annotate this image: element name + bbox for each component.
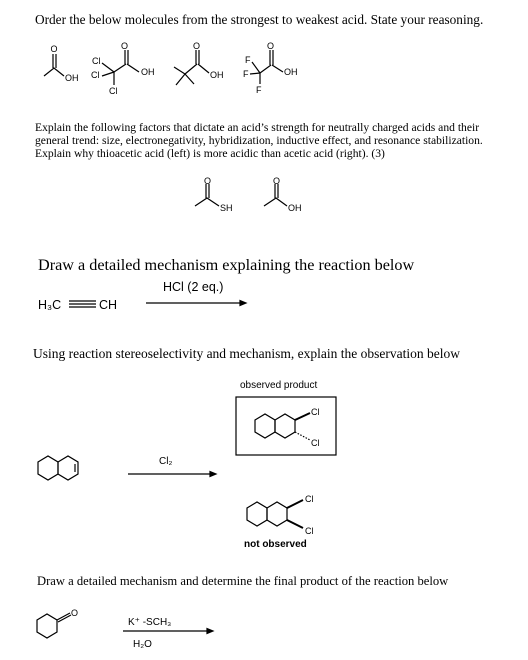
svg-text:OH: OH (210, 70, 224, 80)
chlorination-scheme (0, 370, 528, 570)
svg-text:O: O (273, 176, 281, 186)
svg-text:SH: SH (220, 203, 233, 213)
observed-product-structure (255, 407, 320, 448)
svg-text:F: F (256, 85, 262, 95)
acetic-acid-structure-2 (264, 176, 302, 213)
svg-text:F: F (243, 69, 249, 79)
alkyne-reaction-scheme (0, 275, 300, 325)
acetic-acid-structure (44, 44, 79, 83)
question-5-text: Draw a detailed mechanism and determine the final product of the reaction below (37, 574, 449, 588)
label-oh: OH (65, 73, 79, 83)
svg-text:Cl: Cl (311, 438, 320, 448)
cyclohexanone-structure (37, 608, 78, 638)
svg-text:OH: OH (288, 203, 302, 213)
ketone-reaction-scheme (0, 600, 300, 660)
label-h3c: H₃C (38, 298, 62, 312)
svg-text:OH: OH (284, 67, 298, 77)
svg-text:Cl: Cl (305, 526, 314, 536)
reagent-thiolate: K⁺ -SCH₃ (128, 617, 172, 628)
thio-vs-acetic-structures (180, 176, 330, 221)
svg-text:F: F (245, 55, 251, 65)
reagent-cl2: Cl₂ (159, 456, 173, 467)
svg-text:Cl: Cl (109, 86, 118, 96)
svg-text:O: O (204, 176, 212, 186)
question-3-text: Draw a detailed mechanism explaining the reaction below (38, 256, 415, 274)
reagent-water: H₂O (133, 639, 152, 650)
svg-text:Cl: Cl (311, 407, 320, 417)
not-observed-product-structure (247, 494, 314, 536)
question-2-text: Explain the following factors that dictate an acid’s strength for neutrally charged acids and their general trend: size, electronegativity, hybridization, inductive effect, and resonance stabilization. Explain why thioacetic acid (left) is more acidic than acetic acid (right). (3) (35, 121, 483, 161)
svg-text:O: O (267, 41, 275, 51)
octalin-structure (38, 456, 78, 480)
svg-text:Cl: Cl (91, 70, 100, 80)
svg-text:O: O (193, 41, 201, 51)
svg-text:Cl: Cl (92, 56, 101, 66)
not-observed-label: not observed (244, 539, 307, 550)
pivalic-acid-structure (174, 41, 224, 85)
trifluoroacetic-acid-structure (243, 41, 298, 95)
observed-product-box (236, 397, 336, 455)
trichloroacetic-acid-structure (91, 41, 155, 96)
acid-molecules-row (0, 30, 528, 120)
question-1-text: Order the below molecules from the strongest to weakest acid. State your reasoning. (35, 12, 484, 27)
thioacetic-acid-structure (195, 176, 233, 213)
svg-text:O: O (71, 608, 79, 618)
observed-label: observed product (240, 380, 318, 391)
reagent-hcl: HCl (2 eq.) (163, 280, 224, 294)
svg-text:Cl: Cl (305, 494, 314, 504)
svg-text:O: O (121, 41, 129, 51)
question-4-text: Using reaction stereoselectivity and mechanism, explain the observation below (33, 346, 460, 361)
svg-text:OH: OH (141, 67, 155, 77)
label-o: O (50, 44, 58, 54)
label-ch: CH (99, 298, 118, 312)
